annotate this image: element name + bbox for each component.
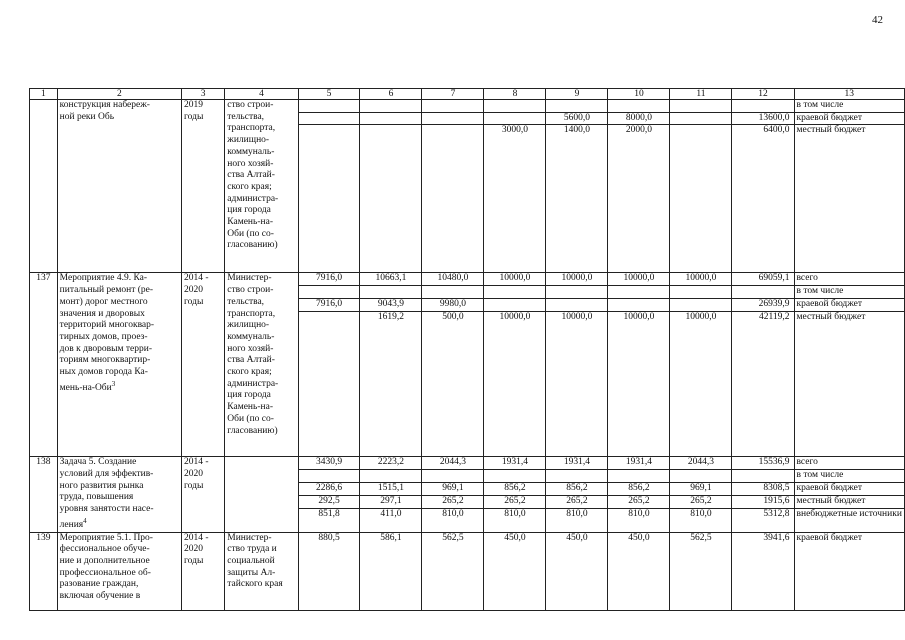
amount-cell: 810,0	[608, 508, 670, 532]
amount-cell: 10480,0	[422, 273, 484, 286]
budget-table	[29, 88, 905, 611]
funding-source: краевой бюджет	[794, 482, 905, 495]
amount-cell	[670, 470, 732, 483]
amount-cell	[360, 470, 422, 483]
funding-source: в том числе	[794, 100, 905, 113]
funding-source: местный бюджет	[794, 125, 905, 273]
amount-cell	[484, 112, 546, 125]
amount-cell: 586,1	[360, 532, 422, 610]
funding-source: краевой бюджет	[794, 299, 905, 312]
amount-cell: 10000,0	[670, 273, 732, 286]
header-cell: 3	[182, 89, 225, 100]
amount-cell	[670, 112, 732, 125]
amount-cell: 2286,6	[298, 482, 360, 495]
funding-source: в том числе	[794, 470, 905, 483]
amount-cell: 1931,4	[484, 457, 546, 470]
amount-cell: 265,2	[422, 495, 484, 508]
amount-cell	[422, 100, 484, 113]
activity-name	[57, 457, 181, 532]
amount-cell	[422, 470, 484, 483]
row-number: 139	[30, 532, 58, 610]
amount-cell	[608, 470, 670, 483]
amount-cell	[484, 470, 546, 483]
amount-cell: 10000,0	[608, 312, 670, 457]
amount-cell	[546, 100, 608, 113]
header-cell: 1	[30, 89, 58, 100]
amount-cell: 265,2	[484, 495, 546, 508]
header-cell: 9	[546, 89, 608, 100]
amount-cell: 13600,0	[732, 112, 794, 125]
amount-cell: 265,2	[670, 495, 732, 508]
amount-cell: 5600,0	[546, 112, 608, 125]
amount-cell: 10000,0	[670, 312, 732, 457]
funding-source: всего	[794, 457, 905, 470]
activity-name	[57, 273, 181, 457]
amount-cell	[732, 470, 794, 483]
amount-cell: 3941,6	[732, 532, 794, 610]
amount-cell: 1931,4	[546, 457, 608, 470]
amount-cell: 8308,5	[732, 482, 794, 495]
amount-cell: 10000,0	[546, 273, 608, 286]
amount-cell: 450,0	[546, 532, 608, 610]
amount-cell: 297,1	[360, 495, 422, 508]
amount-cell	[360, 125, 422, 273]
header-cell: 11	[670, 89, 732, 100]
amount-cell: 851,8	[298, 508, 360, 532]
amount-cell: 265,2	[546, 495, 608, 508]
period: 2019 годы	[182, 100, 225, 273]
amount-cell: 9980,0	[422, 299, 484, 312]
row-number	[30, 100, 58, 273]
activity-name	[57, 100, 181, 273]
amount-cell	[608, 299, 670, 312]
amount-cell	[670, 286, 732, 299]
amount-cell	[298, 125, 360, 273]
amount-cell	[360, 100, 422, 113]
amount-cell: 2223,2	[360, 457, 422, 470]
amount-cell: 26939,9	[732, 299, 794, 312]
amount-cell: 856,2	[608, 482, 670, 495]
amount-cell	[608, 286, 670, 299]
executor	[225, 457, 298, 532]
amount-cell: 1515,1	[360, 482, 422, 495]
amount-cell	[670, 299, 732, 312]
amount-cell	[360, 286, 422, 299]
header-cell: 13	[794, 89, 905, 100]
amount-cell: 2044,3	[670, 457, 732, 470]
amount-cell: 6400,0	[732, 125, 794, 273]
period: 2014 - 2020 годы	[182, 273, 225, 457]
table-row	[30, 273, 905, 286]
activity-name	[57, 532, 181, 610]
amount-cell	[298, 100, 360, 113]
amount-cell: 810,0	[422, 508, 484, 532]
funding-source: всего	[794, 273, 905, 286]
funding-source: местный бюджет	[794, 495, 905, 508]
amount-cell: 969,1	[422, 482, 484, 495]
amount-cell: 265,2	[608, 495, 670, 508]
activity-name-text: Задача 5. Создание условий для эффектив- ного развития рынка труда, повышения уровня занятости насе- ления	[59, 457, 154, 530]
amount-cell: 42119,2	[732, 312, 794, 457]
activity-name-text: конструкция набереж- ной реки Обь	[59, 100, 150, 122]
amount-cell: 810,0	[670, 508, 732, 532]
amount-cell	[360, 112, 422, 125]
amount-cell: 292,5	[298, 495, 360, 508]
amount-cell: 1619,2	[360, 312, 422, 457]
amount-cell	[608, 100, 670, 113]
executor: Министер- ство строи- тельства, транспорта, жилищно- коммуналь- ного хозяй- ства Алтай- ского края; администра- ция города Камень-на- Оби (по со- гласованию)	[225, 273, 298, 457]
header-cell: 7	[422, 89, 484, 100]
amount-cell: 3430,9	[298, 457, 360, 470]
amount-cell	[546, 299, 608, 312]
table-row	[30, 457, 905, 470]
amount-cell: 500,0	[422, 312, 484, 457]
amount-cell	[732, 100, 794, 113]
amount-cell	[422, 286, 484, 299]
header-cell: 10	[608, 89, 670, 100]
amount-cell: 1400,0	[546, 125, 608, 273]
amount-cell: 1931,4	[608, 457, 670, 470]
header-row	[30, 89, 905, 100]
amount-cell: 2044,3	[422, 457, 484, 470]
amount-cell	[422, 125, 484, 273]
amount-cell	[298, 312, 360, 457]
funding-source: краевой бюджет	[794, 112, 905, 125]
amount-cell: 450,0	[484, 532, 546, 610]
amount-cell	[670, 100, 732, 113]
amount-cell: 10000,0	[484, 273, 546, 286]
amount-cell	[546, 286, 608, 299]
activity-name-text: Мероприятие 5.1. Про- фессиональное обуче- ние и дополнительное профессиональное об- разование граждан, включая обучение в	[59, 532, 153, 602]
row-number: 137	[30, 273, 58, 457]
footnote-mark: 3	[111, 379, 116, 388]
amount-cell: 69059,1	[732, 273, 794, 286]
amount-cell: 15536,9	[732, 457, 794, 470]
amount-cell: 880,5	[298, 532, 360, 610]
amount-cell: 450,0	[608, 532, 670, 610]
row-number: 138	[30, 457, 58, 532]
amount-cell	[546, 470, 608, 483]
executor: ство строи- тельства, транспорта, жилищно- коммуналь- ного хозяй- ства Алтай- ского края; администра- ция города Камень-на- Оби (по со- гласованию)	[225, 100, 298, 273]
funding-source: внебюджетные источники	[794, 508, 905, 532]
amount-cell	[298, 470, 360, 483]
funding-source: местный бюджет	[794, 312, 905, 457]
table-row	[30, 100, 905, 113]
header-cell: 4	[225, 89, 298, 100]
amount-cell	[422, 112, 484, 125]
amount-cell: 810,0	[546, 508, 608, 532]
amount-cell: 10663,1	[360, 273, 422, 286]
amount-cell	[732, 286, 794, 299]
period: 2014 - 2020 годы	[182, 457, 225, 532]
amount-cell: 10000,0	[484, 312, 546, 457]
table-row	[30, 532, 905, 610]
amount-cell: 10000,0	[608, 273, 670, 286]
amount-cell	[484, 286, 546, 299]
header-cell: 2	[57, 89, 181, 100]
amount-cell: 856,2	[484, 482, 546, 495]
amount-cell	[298, 112, 360, 125]
funding-source: в том числе	[794, 286, 905, 299]
amount-cell: 9043,9	[360, 299, 422, 312]
header-cell: 5	[298, 89, 360, 100]
page-number: 42	[872, 14, 883, 26]
amount-cell: 856,2	[546, 482, 608, 495]
amount-cell	[484, 299, 546, 312]
header-cell: 8	[484, 89, 546, 100]
footnote-mark: 4	[83, 516, 87, 525]
amount-cell: 5312,8	[732, 508, 794, 532]
header-cell: 12	[732, 89, 794, 100]
amount-cell: 2000,0	[608, 125, 670, 273]
amount-cell: 1915,6	[732, 495, 794, 508]
amount-cell: 810,0	[484, 508, 546, 532]
amount-cell: 562,5	[422, 532, 484, 610]
amount-cell: 8000,0	[608, 112, 670, 125]
amount-cell	[670, 125, 732, 273]
amount-cell: 7916,0	[298, 299, 360, 312]
period: 2014 - 2020 годы	[182, 532, 225, 610]
amount-cell: 7916,0	[298, 273, 360, 286]
amount-cell: 10000,0	[546, 312, 608, 457]
funding-source: краевой бюджет	[794, 532, 905, 610]
executor: Министер- ство труда и социальной защиты Ал- тайского края	[225, 532, 298, 610]
amount-cell: 969,1	[670, 482, 732, 495]
activity-name-text: Мероприятие 4.9. Ка- питальный ремонт (ре- монт) дорог местного значения и дворовых территорий многоквар- тирных домов, проез- дов к дворовым терри- ториям многоквартир- ных домов города Ка- мень-на-Оби	[59, 273, 155, 393]
amount-cell: 411,0	[360, 508, 422, 532]
amount-cell: 562,5	[670, 532, 732, 610]
amount-cell: 3000,0	[484, 125, 546, 273]
amount-cell	[484, 100, 546, 113]
header-cell: 6	[360, 89, 422, 100]
amount-cell	[298, 286, 360, 299]
